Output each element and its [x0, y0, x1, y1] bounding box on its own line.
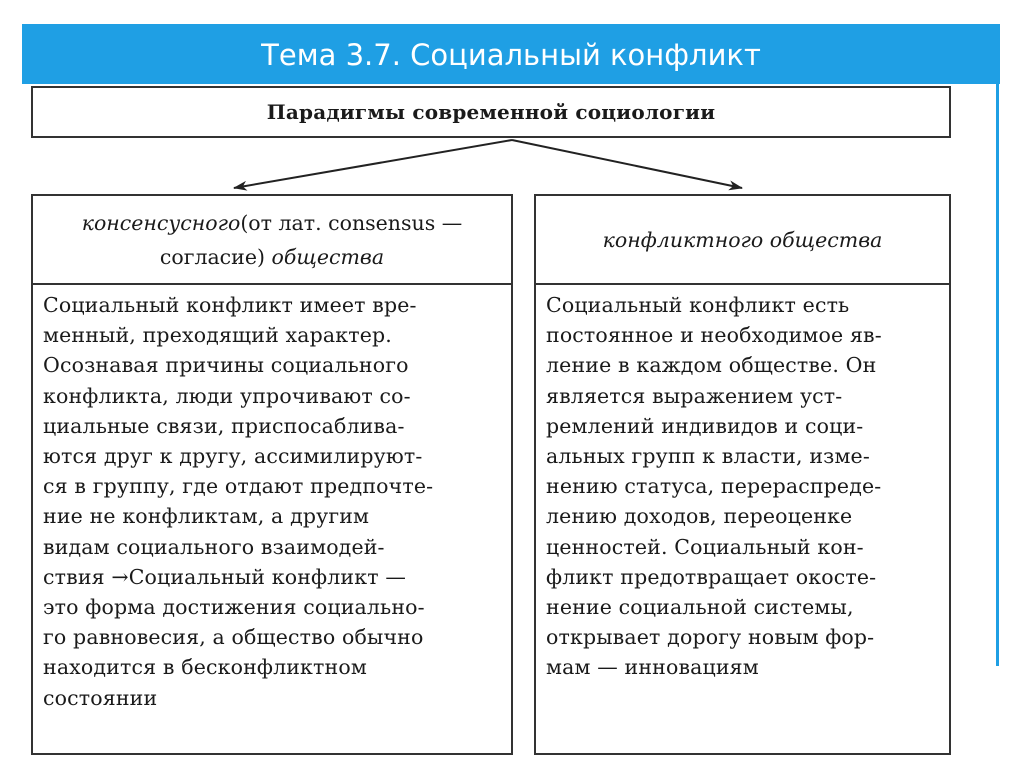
text-line: фликт предотвращает окосте- [546, 564, 877, 589]
text-line: ценностей. Социальный кон- [546, 534, 864, 559]
text-line: мам — инновациям [546, 655, 759, 680]
arrow-left [234, 140, 512, 188]
conflict-heading [603, 223, 883, 257]
text-line: постоянное и необходимое яв- [546, 323, 882, 348]
text-line: нению статуса, перераспреде- [546, 474, 882, 499]
paradigms-box [31, 86, 951, 138]
consensus-heading-meaning: согласие) [159, 244, 265, 269]
text-line: находится в бесконфликтном [43, 655, 367, 680]
consensus-heading [82, 206, 463, 274]
text-line: Социальный конфликт имеет вре- [43, 293, 417, 317]
consensus-heading-box [31, 194, 513, 285]
arrow-right [512, 140, 742, 188]
title-bar [22, 24, 1000, 84]
text-line: ствия →Социальный конфликт — [43, 564, 407, 589]
text-line: Осознавая причины социального [43, 353, 409, 378]
text-line: циальные связи, приспосаблива- [43, 413, 405, 438]
text-line: нение социальной системы, [546, 595, 854, 620]
text-line: состоянии [43, 685, 158, 710]
text-line: видам социального взаимодей- [43, 534, 385, 559]
text-line: конфликта, люди упрочивают со- [43, 383, 411, 408]
consensus-heading-society: общества [271, 244, 385, 269]
conflict-heading-box [534, 194, 951, 285]
text-line: альных групп к власти, изме- [546, 444, 870, 469]
text-line: ремлений индивидов и соци- [546, 413, 864, 438]
text-line: ление в каждом обществе. Он [546, 353, 877, 378]
text-line: менный, преходящий характер. [43, 323, 392, 348]
consensus-description [31, 284, 513, 755]
text-line: является выражением уст- [546, 383, 843, 408]
text-line: открывает дорогу новым фор- [546, 625, 875, 650]
paradigms-heading: Парадигмы современной социологии [266, 100, 716, 124]
consensus-heading-italic: консенсусного [81, 210, 241, 235]
text-line: Социальный конфликт есть [546, 293, 850, 317]
text-line: ются друг к другу, ассимилируют- [43, 444, 423, 469]
text-line: это форма достижения социально- [43, 595, 425, 620]
accent-rule [996, 84, 999, 666]
text-line: ся в группу, где отдают предпочте- [43, 474, 434, 499]
slide-title: Тема 3.7. Социальный конфликт [261, 38, 761, 72]
text-line: лению доходов, переоценке [546, 504, 853, 529]
text-line: ние не конфликтам, а другим [43, 504, 370, 529]
text-line: го равновесия, а общество обычно [43, 625, 424, 650]
conflict-description [534, 284, 951, 755]
consensus-heading-latin: (от лат. consensus — [240, 210, 463, 235]
conflict-heading-text: конфликтного общества [602, 227, 883, 252]
